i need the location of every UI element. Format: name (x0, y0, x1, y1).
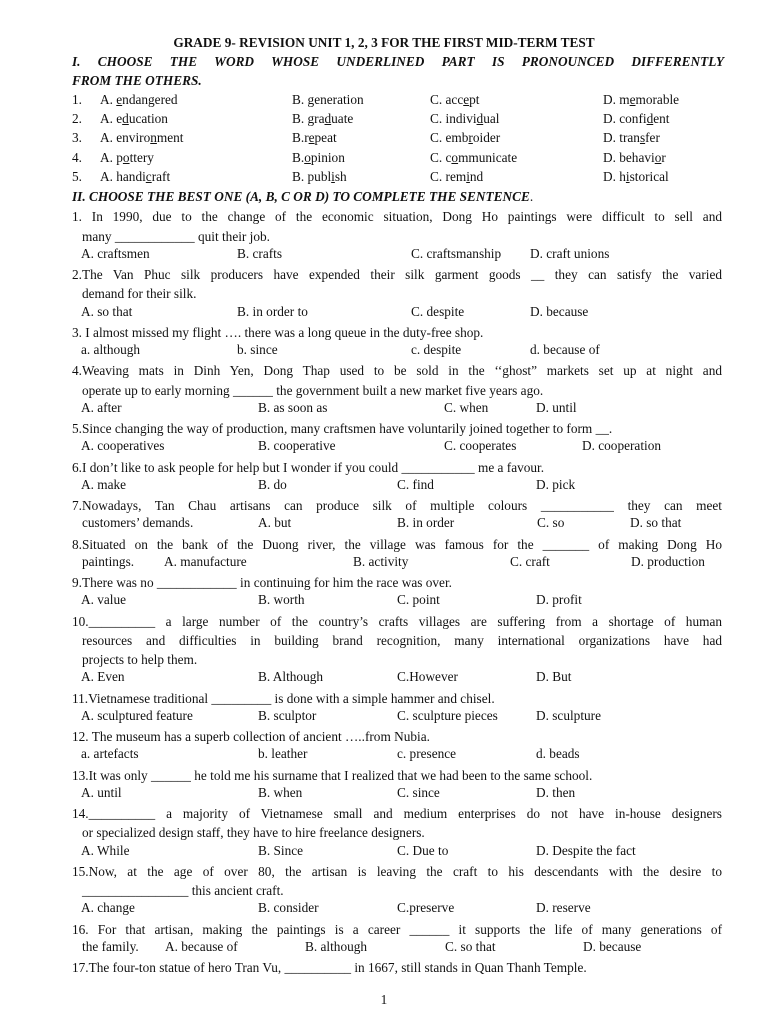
answer-option: A. craftsmen (81, 246, 150, 261)
word-part: D. h (603, 169, 626, 184)
answer-option: B. although (305, 939, 368, 954)
question-line: the family. (82, 939, 139, 954)
question-line: ________________ this ancient craft. (82, 883, 284, 898)
answer-option (100, 111, 168, 127)
underlined-part: o (122, 150, 130, 165)
item-number: 2. (72, 111, 82, 126)
answer-option: C. despite (411, 304, 465, 319)
answer-option (430, 111, 499, 127)
question-line: demand for their silk. (82, 286, 197, 301)
word-part: A. (100, 92, 117, 107)
underlined-part: s (639, 130, 646, 145)
answer-option (292, 130, 337, 146)
answer-option: D. cooperation (582, 438, 662, 453)
answer-option: B. as soon as (258, 400, 328, 415)
word-part: A. e (100, 111, 123, 126)
answer-option: A. value (81, 592, 127, 607)
answer-option: a. although (81, 342, 141, 357)
item-number: 3. (72, 130, 82, 145)
answer-option: B. do (258, 477, 287, 492)
word-part: morable (635, 92, 680, 107)
underlined-part: i (625, 169, 630, 184)
answer-option (292, 150, 345, 166)
answer-option (603, 130, 660, 146)
answer-option: C.preserve (397, 900, 455, 915)
answer-option: B. when (258, 785, 303, 800)
answer-option: A. change (81, 900, 135, 915)
word-part: sh (334, 169, 347, 184)
word-part: r (661, 150, 666, 165)
answer-option: A. Even (81, 669, 125, 684)
word-part: storical (629, 169, 669, 184)
word-part: C. c (430, 150, 452, 165)
answer-option: B. sculptor (258, 708, 317, 723)
underlined-part: d (476, 111, 484, 126)
answer-option: D. then (536, 785, 576, 800)
page-title: GRADE 9- REVISION UNIT 1, 2, 3 FOR THE FIRST MID-TERM TEST (173, 35, 595, 50)
answer-option: C. craftsmanship (411, 246, 502, 261)
word-part: uate (331, 111, 354, 126)
answer-option (603, 92, 679, 108)
answer-option: A. so that (81, 304, 133, 319)
word-part: C. rem (430, 169, 467, 184)
answer-option: c. presence (397, 746, 457, 761)
answer-option: B. Although (258, 669, 324, 684)
answer-option: d. because of (530, 342, 600, 357)
underlined-part: d (646, 111, 654, 126)
question-line: 10.__________ a large number of the country’s crafts villages are suffering from a shortage of human (72, 614, 722, 629)
answer-option: C. sculpture pieces (397, 708, 498, 723)
answer-option: A. While (81, 843, 130, 858)
answer-option: C. when (444, 400, 489, 415)
word-part: C. emb (430, 130, 469, 145)
answer-option (430, 92, 479, 108)
word-part: pt (469, 92, 480, 107)
item-number: 4. (72, 150, 82, 165)
answer-option: A. make (81, 477, 127, 492)
section-2-heading-text: II. CHOOSE THE BEST ONE (A, B, C OR D) TO COMPLETE THE SENTENCE (72, 189, 530, 204)
underlined-part: o (654, 150, 662, 165)
answer-option (430, 169, 483, 185)
answer-option: B. Since (258, 843, 304, 858)
word-part: raft (151, 169, 171, 184)
answer-option: d. beads (536, 746, 580, 761)
answer-option: D. Despite the fact (536, 843, 636, 858)
question-line: many ____________ quit their job. (82, 229, 270, 244)
word-part: C. acc (430, 92, 464, 107)
word-part: ual (483, 111, 500, 126)
answer-option: B. activity (353, 554, 409, 569)
underlined-part: o (304, 150, 311, 165)
answer-option: D. until (536, 400, 577, 415)
word-part: B.r (292, 130, 309, 145)
answer-option (603, 111, 669, 127)
question-line: 2.The Van Phuc silk producers have expended their silk garment goods __ they can satisfy the varied (72, 267, 722, 282)
word-part: A. p (100, 150, 123, 165)
word-part: pinion (310, 150, 345, 165)
underlined-part: e (308, 130, 315, 145)
underlined-part: i (331, 169, 335, 184)
answer-option: A. but (258, 515, 292, 530)
section-1-heading-line-2: FROM THE OTHERS. (72, 73, 202, 89)
answer-option: A. manufacture (164, 554, 247, 569)
question-line: paintings. (82, 554, 135, 569)
answer-option: C. craft (510, 554, 550, 569)
question-line: 1. In 1990, due to the change of the economic situation, Dong Ho paintings were difficult to sell and (72, 209, 722, 224)
answer-option (292, 169, 347, 185)
answer-option: A. because of (165, 939, 238, 954)
answer-option: B. cooperative (258, 438, 336, 453)
word-part: B. (292, 92, 308, 107)
page-number: 1 (380, 992, 388, 1007)
answer-option: D. because (583, 939, 642, 954)
word-part: eneration (314, 92, 364, 107)
answer-option: c. despite (411, 342, 462, 357)
question-line: 7.Nowadays, Tan Chau artisans can produce silk of multiple colours ___________ they can meet (72, 498, 722, 513)
answer-option (100, 130, 183, 146)
word-part: oider (472, 130, 501, 145)
underlined-part: e (463, 92, 470, 107)
question-line: 6.I don’t like to ask people for help but I wonder if you could ___________ me a favour. (72, 460, 545, 475)
underlined-part: d (122, 111, 129, 126)
question-line: resources and difficulties in building brand recognition, many international organizations have had (82, 633, 722, 648)
word-part: ment (156, 130, 184, 145)
answer-option: D. because (530, 304, 589, 319)
word-part: A. handi (100, 169, 146, 184)
answer-option (100, 92, 178, 108)
underlined-part: e (629, 92, 636, 107)
answer-option (603, 169, 669, 185)
answer-option: D. sculpture (536, 708, 601, 723)
word-part: peat (314, 130, 337, 145)
answer-option: B. in order (397, 515, 455, 530)
question-line: 17.The four-ton statue of hero Tran Vu, __________ in 1667, still stands in Quan Thanh Temple. (72, 960, 587, 975)
answer-option: C. Due to (397, 843, 449, 858)
underlined-part: e (116, 92, 123, 107)
underlined-part: i (466, 169, 470, 184)
question-line: projects to help them. (82, 652, 198, 667)
answer-option: B. in order to (237, 304, 308, 319)
answer-option: b. since (237, 342, 278, 357)
answer-option: D. so that (630, 515, 682, 530)
answer-option (100, 150, 154, 166)
answer-option: A. until (81, 785, 122, 800)
answer-option: D. But (536, 669, 572, 684)
section-2-heading-period: . (529, 189, 534, 204)
section-1-heading (72, 52, 724, 91)
answer-option: A. sculptured feature (81, 708, 193, 723)
question-line: 16. For that artisan, making the paintings is a career ______ it supports the life of many generations of (72, 922, 722, 937)
word-part: D. m (603, 92, 630, 107)
question-line: 15.Now, at the age of over 80, the artisan is leaving the craft to his descendants with the desire to (72, 864, 722, 879)
question-line: 13.It was only ______ he told me his surname that I realized that we had been to the same school. (72, 768, 593, 783)
word-part: B. publ (292, 169, 332, 184)
answer-option (430, 130, 500, 146)
underlined-part: d (324, 111, 332, 126)
word-part: mmunicate (458, 150, 518, 165)
underlined-part: n (150, 130, 157, 145)
question-line: 9.There was no ____________ in continuing for him the race was over. (72, 575, 452, 590)
answer-option: C. cooperates (444, 438, 517, 453)
answer-option (292, 111, 353, 127)
underlined-part: o (451, 150, 459, 165)
answer-option: B. worth (258, 592, 305, 607)
question-line: 4.Weaving mats in Dinh Yen, Dong Thap used to be sold in the ‘‘ghost” markets set up at night and (72, 363, 722, 378)
question-line: 8.Situated on the bank of the Duong river, the village was famous for the _______ of making Dong Ho (72, 537, 722, 552)
word-part: D. tran (603, 130, 640, 145)
answer-option: b. leather (258, 746, 308, 761)
section-2-heading (72, 187, 724, 206)
answer-option: A. after (81, 400, 122, 415)
question-line: 14.__________ a majority of Vietnamese small and medium enterprises do not have in-house designers (72, 806, 722, 821)
answer-option: B. consider (258, 900, 319, 915)
word-part: C. indivi (430, 111, 477, 126)
answer-option: B. crafts (237, 246, 283, 261)
answer-option: a. artefacts (81, 746, 139, 761)
answer-option: C. point (397, 592, 440, 607)
answer-option (292, 92, 364, 108)
answer-option: C. so that (445, 939, 496, 954)
section-1-heading-line-1: I. CHOOSE THE WORD WHOSE UNDERLINED PART IS PRONOUNCED DIFFERENTLY (72, 54, 724, 69)
word-part: B. (292, 150, 305, 165)
word-part: ttery (129, 150, 154, 165)
question-line: operate up to early morning ______ the government built a new market five years ago. (82, 383, 544, 398)
question-line: 3. I almost missed my flight …. there was a long queue in the duty-free shop. (72, 325, 484, 340)
answer-option: D. reserve (536, 900, 591, 915)
question-line: 11.Vietnamese traditional _________ is done with a simple hammer and chisel. (72, 691, 495, 706)
item-number: 5. (72, 169, 82, 184)
word-part: fer (645, 130, 660, 145)
answer-option: A. cooperatives (81, 438, 165, 453)
answer-option: C.However (397, 669, 458, 684)
answer-option: D. pick (536, 477, 576, 492)
word-part: D. behavi (603, 150, 655, 165)
word-part: B. gra (292, 111, 325, 126)
question-line: or specialized design staff, they have to hire freelance designers. (82, 825, 425, 840)
answer-option: D. craft unions (530, 246, 610, 261)
answer-option: C. since (397, 785, 440, 800)
item-number: 1. (72, 92, 82, 107)
word-part: ucation (128, 111, 168, 126)
question-line: 12. The museum has a superb collection of ancient …..from Nubia. (72, 729, 430, 744)
word-part: nd (469, 169, 484, 184)
question-line: customers’ demands. (82, 515, 194, 530)
word-part: ent (653, 111, 670, 126)
underlined-part: c (145, 169, 152, 184)
underlined-part: r (468, 130, 473, 145)
answer-option: C. so (537, 515, 565, 530)
underlined-part: g (307, 92, 315, 107)
question-line: 5.Since changing the way of production, many craftsmen have voluntarily joined together to form __. (72, 421, 613, 436)
answer-option (603, 150, 666, 166)
word-part: ndangered (122, 92, 178, 107)
word-part: D. confi (603, 111, 647, 126)
answer-option (100, 169, 170, 185)
answer-option: D. production (631, 554, 705, 569)
answer-option: C. find (397, 477, 434, 492)
answer-option: D. profit (536, 592, 582, 607)
word-part: A. enviro (100, 130, 151, 145)
answer-option (430, 150, 517, 166)
